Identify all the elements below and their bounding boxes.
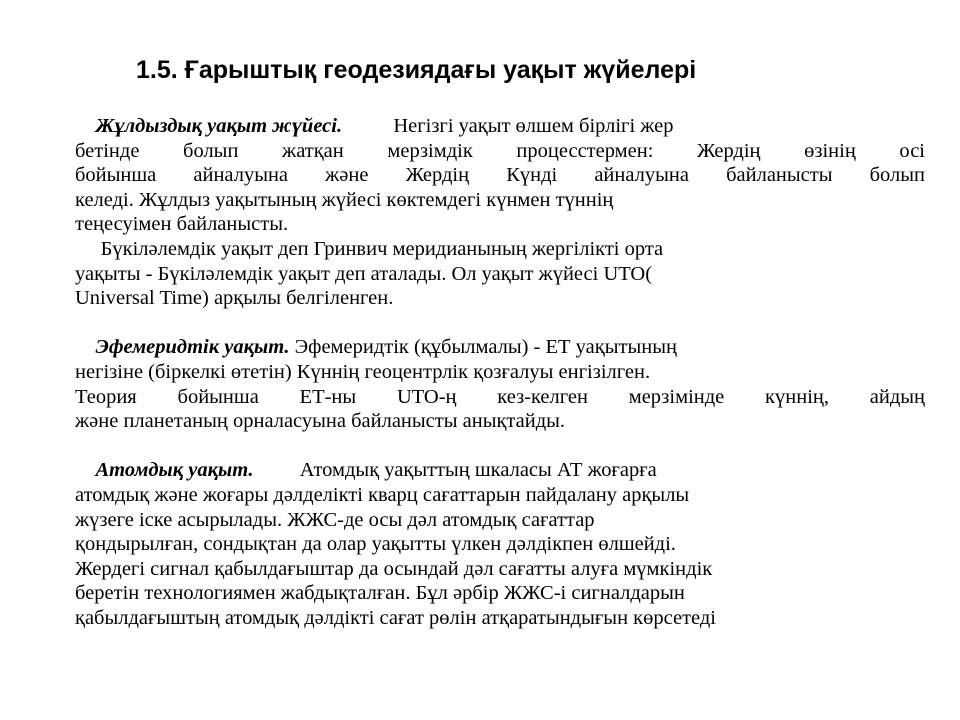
paragraph-line: уақыты - Бүкіләлемдік уақыт деп аталады. Ол уақыт жүйесі UTO( [75,262,653,285]
paragraph-line: беретін технологиямен жабдықталған. Бұл әрбір ЖЖС-і сигналдарын [75,582,685,605]
section-heading: Жұлдыздық уақыт жүйесі. [95,115,343,137]
paragraph-line: және планетаның орналасуына байланысты анықтайды. [75,410,566,433]
paragraph-line: бетінде болып жатқан мерзімдік процесстермен: Жердің өзінің осі [75,139,925,162]
slide-body [75,114,925,630]
section-first-line [75,237,925,262]
paragraph-line: бойынша айналуына және Жердің Күнді айналуына байланысты болып [75,164,925,187]
slide-title: 1.5. Ғарыштық геодезиядағы уақыт жүйелері [136,56,697,84]
section-heading: Атомдық уақыт. [95,459,254,482]
paragraph-line: Жердегі сигнал қабылдағыштар да осындай дәл сағатты алуға мүмкіндік [75,557,713,580]
paragraph-line: негізіне (біркелкі өтетін) Күннің геоцентрлік қозғалуы енгізілген. [75,360,651,383]
paragraph-line: қабылдағыштың атомдық дәлдікті сағат рөлін атқаратындығын көрсетеді [75,606,716,629]
section-heading: Эфемеридтік уақыт. [95,336,290,359]
paragraph-line: қондырылған, сондықтан да олар уақытты үлкен дәлдікпен өлшейді. [75,533,676,556]
paragraph-line: Атомдық уақыттың шкаласы АТ жоғарға [299,459,657,482]
paragraph-line: жүзеге іске асырылады. ЖЖС-де осы дәл атомдық сағаттар [75,508,595,531]
paragraph-line: атомдық және жоғары дәлделікті кварц сағаттарын пайдалану арқылы [75,483,690,506]
paragraph-gap [75,434,925,459]
paragraph-line: Эфемеридтік (құбылмалы) - ЕТ уақытының [294,336,677,359]
section-first-line [75,335,925,360]
paragraph-gap [75,311,925,336]
paragraph-line: Universal Time) арқылы белгіленген. [75,287,394,310]
paragraph-line: келеді. Жұлдыз уақытының жүйесі көктемдегі күнмен түннің [75,188,614,211]
paragraph-line: Теория бойынша ЕТ-ны UTO-ң кез-келген мерзімінде күннің, айдың [75,385,925,408]
paragraph-line: Негізгі уақыт өлшем бірлігі жер [393,115,674,137]
paragraph-line: Бүкіләлемдік уақыт деп Гринвич меридианының жергілікті орта [100,237,664,260]
section-first-line [75,114,925,139]
section-first-line [75,458,925,483]
paragraph-line: теңесуімен байланысты. [75,213,289,236]
